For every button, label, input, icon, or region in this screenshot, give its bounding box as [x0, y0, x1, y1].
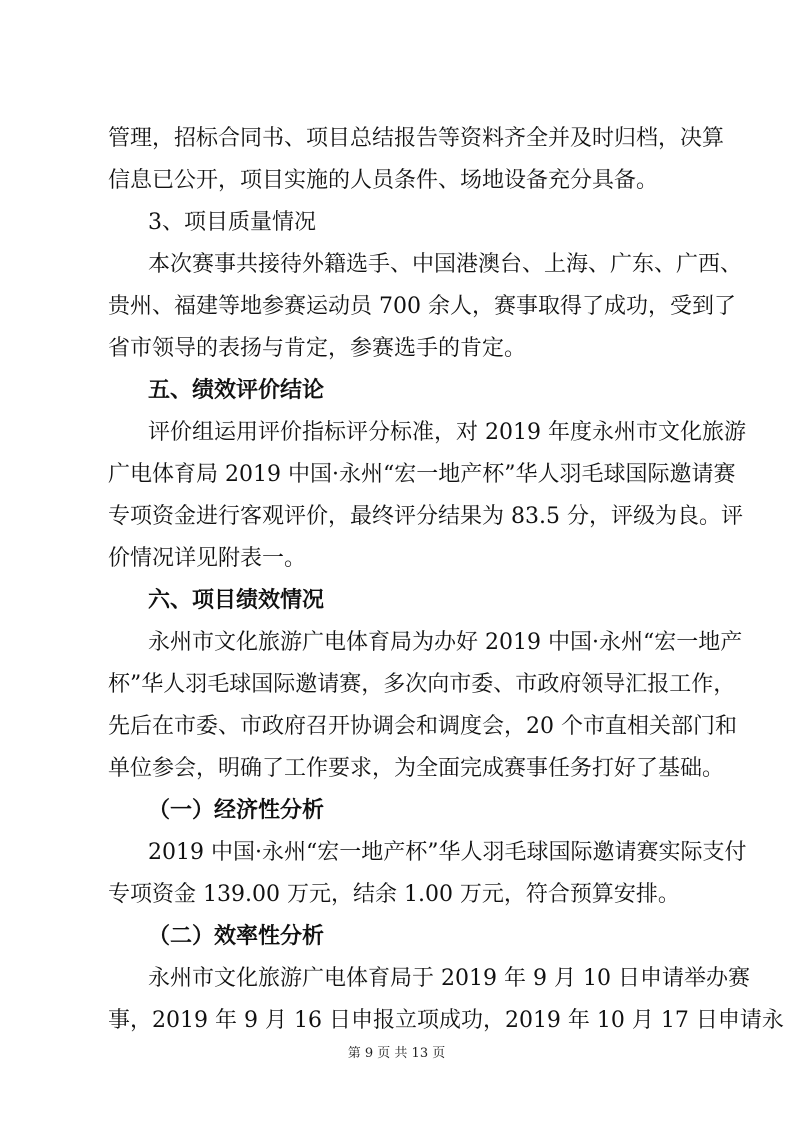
paragraph-line: 本次赛事共接待外籍选手、中国港澳台、上海、广东、广西、 [148, 252, 743, 277]
paragraph-line: 广电体育局 2019 中国·永州“宏一地产杯”华人羽毛球国际邀请赛 [108, 462, 736, 487]
subheading-efficiency: （二）效率性分析 [148, 924, 325, 949]
paragraph-line: 2019 中国·永州“宏一地产杯”华人羽毛球国际邀请赛实际支付 [148, 840, 747, 865]
section-heading-conclusion: 五、绩效评价结论 [148, 378, 325, 403]
paragraph-line: 专项资金 139.00 万元，结余 1.00 万元，符合预算安排。 [108, 882, 680, 907]
page-number-footer: 第 9 页 共 13 页 [347, 1046, 446, 1061]
subheading-economy: （一）经济性分析 [148, 798, 325, 823]
paragraph-line: 单位参会，明确了工作要求，为全面完成赛事任务打好了基础。 [108, 756, 725, 781]
paragraph-line: 杯”华人羽毛球国际邀请赛，多次向市委、市政府领导汇报工作， [108, 672, 736, 697]
paragraph-line: 贵州、福建等地参赛运动员 700 余人，赛事取得了成功，受到了 [108, 294, 736, 319]
paragraph-line: 评价组运用评价指标评分标准，对 2019 年度永州市文化旅游 [148, 420, 746, 445]
paragraph-line: 管理，招标合同书、项目总结报告等资料齐全并及时归档，决算 [108, 126, 725, 151]
paragraph-line: 专项资金进行客观评价，最终评分结果为 83.5 分，评级为良。评 [108, 504, 743, 529]
paragraph-line: 永州市文化旅游广电体育局于 2019 年 9 月 10 日申请举办赛 [148, 966, 750, 991]
paragraph-line: 先后在市委、市政府召开协调会和调度会，20 个市直相关部门和 [108, 714, 737, 739]
paragraph-line: 事，2019 年 9 月 16 日申报立项成功，2019 年 10 月 17 日申请永 [108, 1008, 784, 1033]
section-subtitle-quality: 3、项目质量情况 [148, 210, 316, 235]
paragraph-line: 永州市文化旅游广电体育局为办好 2019 中国·永州“宏一地产 [148, 630, 743, 655]
section-heading-performance: 六、项目绩效情况 [148, 588, 325, 613]
paragraph-line: 信息已公开，项目实施的人员条件、场地设备充分具备。 [108, 168, 659, 193]
paragraph-line: 价情况详见附表一。 [108, 546, 307, 571]
paragraph-line: 省市领导的表扬与肯定，参赛选手的肯定。 [108, 336, 527, 361]
